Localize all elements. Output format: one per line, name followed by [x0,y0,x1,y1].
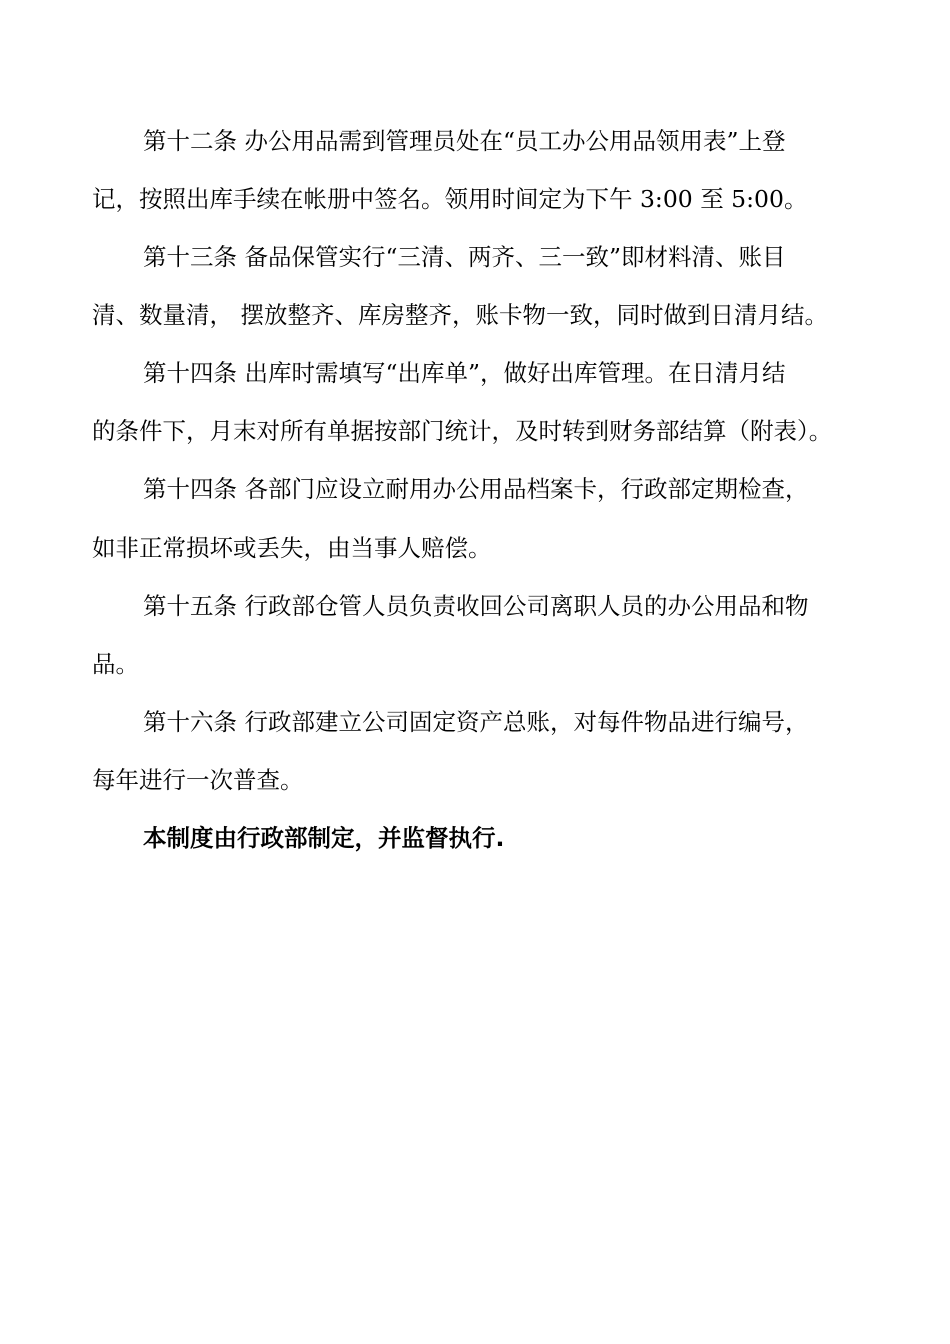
article-12-line-2: 记，按照出库手续在帐册中签名。领用时间定为下午 3:00 至 5:00。 [92,185,808,213]
closing-statement: 本制度由行政部制定，并监督执行. [143,824,505,852]
article-14b-line-2: 如非正常损坏或丢失，由当事人赔偿。 [92,534,492,562]
article-16-line-1: 第十六条 行政部建立公司固定资产总账，对每件物品进行编号， [143,708,809,736]
article-15-line-2: 品。 [92,650,139,678]
article-14a-line-2: 的条件下，月末对所有单据按部门统计，及时转到财务部结算（附表）。 [92,417,833,445]
article-13-line-2: 清、数量清， 摆放整齐、库房整齐，账卡物一致，同时做到日清月结。 [92,301,828,329]
article-14b-line-1: 第十四条 各部门应设立耐用办公用品档案卡，行政部定期检查， [143,475,809,503]
article-16-line-2: 每年进行一次普查。 [92,766,304,794]
article-15-line-1: 第十五条 行政部仓管人员负责收回公司离职人员的办公用品和物 [143,592,809,620]
article-14a-line-1: 第十四条 出库时需填写“出库单”，做好出库管理。在日清月结 [143,359,786,387]
article-12-line-1: 第十二条 办公用品需到管理员处在“员工办公用品领用表”上登 [143,127,786,155]
article-13-line-1: 第十三条 备品保管实行“三清、两齐、三一致”即材料清、账目 [143,243,786,271]
